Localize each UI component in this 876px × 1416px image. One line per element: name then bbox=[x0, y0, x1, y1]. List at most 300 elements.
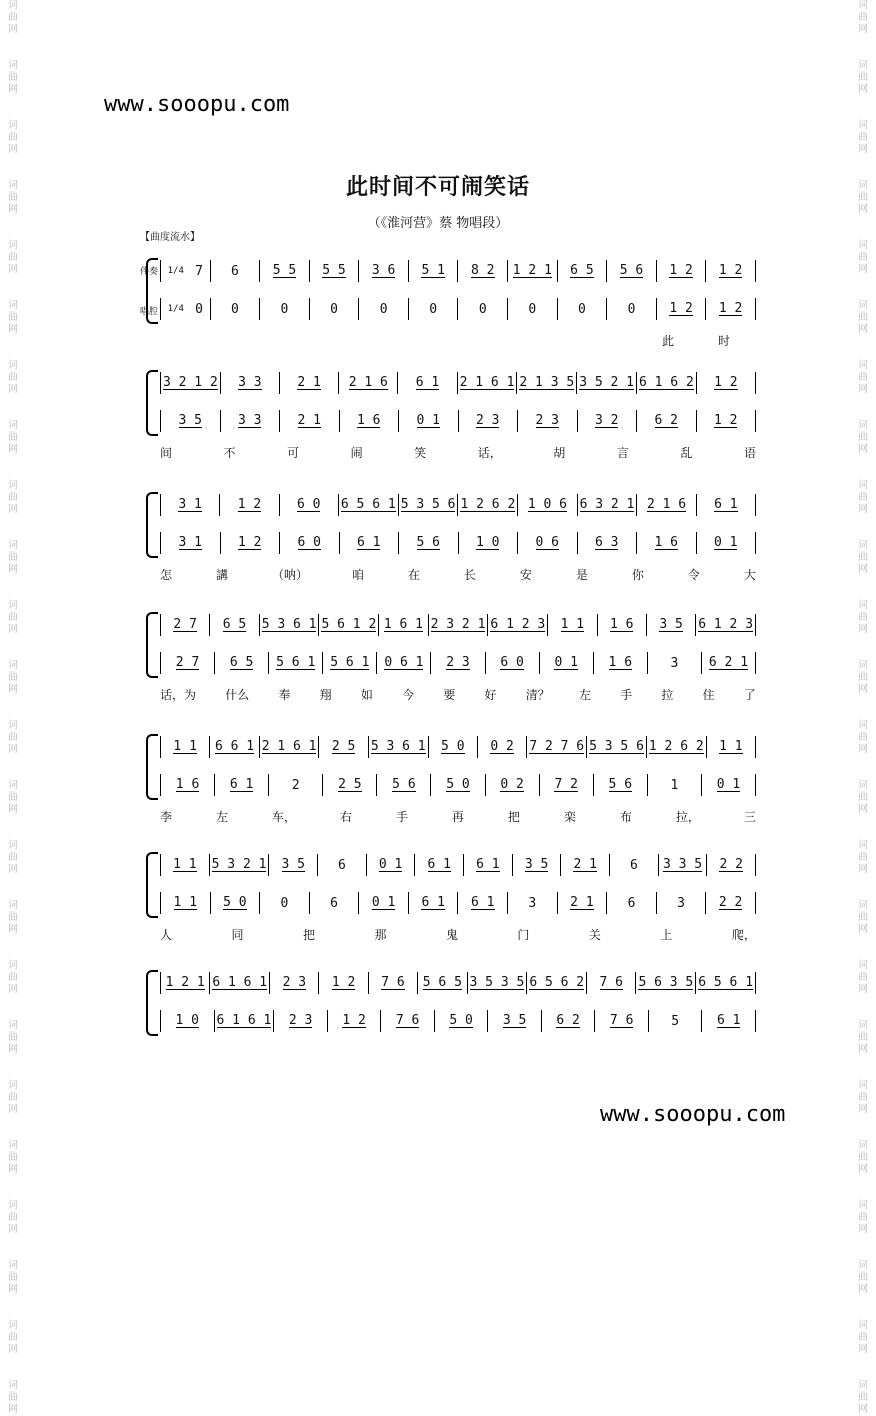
note-group: 5 3 5 6 bbox=[400, 497, 456, 512]
note-group: 3 3 bbox=[238, 375, 262, 390]
note-group: 6 5 6 1 bbox=[698, 975, 754, 990]
measure bbox=[607, 892, 657, 914]
measure bbox=[527, 972, 587, 994]
lyric-word: 清？ bbox=[525, 688, 550, 702]
measure bbox=[280, 372, 339, 394]
side-watermark-text: 词 曲 网 bbox=[858, 720, 868, 755]
measure bbox=[706, 892, 756, 914]
note-group: 6 6 1 bbox=[214, 739, 255, 754]
note-group: 1 6 bbox=[175, 777, 200, 792]
system-brace bbox=[146, 612, 158, 678]
note-group: 1 2 bbox=[669, 301, 693, 316]
note-group: 6 1 6 1 bbox=[212, 975, 268, 990]
measure bbox=[160, 1010, 215, 1032]
measure bbox=[488, 614, 548, 636]
note-group: 0 1 bbox=[371, 895, 396, 910]
measure bbox=[319, 972, 368, 994]
measure bbox=[707, 854, 756, 876]
side-watermark-text: 词 曲 网 bbox=[858, 360, 868, 395]
note-group: 0 bbox=[330, 301, 338, 317]
note-group: 2 2 bbox=[718, 895, 743, 910]
note-group: 0 bbox=[429, 301, 438, 317]
note-group: 2 7 bbox=[173, 617, 197, 632]
voice-staff bbox=[160, 1010, 756, 1032]
measure bbox=[381, 1010, 435, 1032]
measure bbox=[542, 1010, 596, 1032]
lyrics-line bbox=[160, 926, 756, 944]
note-group: 1 2 bbox=[331, 975, 356, 990]
measure bbox=[598, 614, 647, 636]
tempo-mark: 【曲度流水】 bbox=[140, 232, 200, 243]
measure bbox=[558, 298, 608, 320]
note-group: 5 bbox=[671, 1013, 680, 1029]
note-group: 0 bbox=[280, 895, 289, 911]
note-group: 1 1 bbox=[173, 895, 198, 910]
side-watermark-text: 词 曲 网 bbox=[858, 1260, 868, 1295]
note-group: 0 2 bbox=[490, 739, 514, 754]
measure bbox=[594, 652, 648, 674]
measure bbox=[160, 260, 211, 282]
measure bbox=[319, 736, 368, 758]
measure bbox=[215, 652, 269, 674]
note-group: 2 5 bbox=[338, 777, 362, 792]
lyric-word: 在 bbox=[407, 568, 420, 582]
lyric-word: 关 bbox=[588, 928, 601, 942]
lyric-word: 时 bbox=[717, 334, 730, 348]
measure bbox=[260, 260, 310, 282]
accompaniment-staff bbox=[160, 260, 756, 282]
note-group: 2 1 bbox=[570, 895, 594, 910]
note-group: 3 5 3 5 bbox=[469, 975, 525, 990]
lyric-word: 大 bbox=[743, 568, 756, 582]
note-group: 8 2 bbox=[471, 263, 495, 278]
lyric-word: 拉 bbox=[661, 688, 674, 702]
lyric-word: （呐） bbox=[271, 568, 308, 582]
note-group: 1 6 bbox=[357, 413, 381, 428]
measure bbox=[657, 298, 707, 320]
lyric-word: 同 bbox=[231, 928, 244, 942]
note-group: 0 bbox=[627, 301, 636, 317]
measure bbox=[415, 854, 464, 876]
measure bbox=[377, 652, 431, 674]
measure bbox=[459, 532, 519, 554]
lyric-word: 栾 bbox=[563, 810, 576, 824]
note-group: 5 6 bbox=[392, 777, 416, 792]
note-group: 1 2 bbox=[669, 263, 693, 278]
measure bbox=[160, 494, 220, 516]
side-watermark-text: 词 曲 网 bbox=[8, 540, 18, 575]
side-watermark-text: 词 曲 网 bbox=[8, 300, 18, 335]
note-group: 5 6 1 2 bbox=[321, 617, 377, 632]
lyric-word: 语 bbox=[743, 446, 756, 460]
note-group: 1 6 bbox=[654, 535, 678, 550]
note-group: 1 6 1 bbox=[383, 617, 424, 632]
measure bbox=[637, 494, 696, 516]
side-watermark-text: 词 曲 网 bbox=[8, 840, 18, 875]
measure bbox=[435, 1010, 489, 1032]
note-group: 2 1 6 bbox=[348, 375, 388, 390]
side-watermark-text: 词 曲 网 bbox=[8, 900, 18, 935]
measure bbox=[548, 614, 597, 636]
accompaniment-staff bbox=[160, 614, 756, 636]
note-group: 0 2 bbox=[500, 777, 524, 792]
measure bbox=[486, 652, 540, 674]
note-group: 6 5 6 2 bbox=[529, 975, 585, 990]
measure bbox=[210, 972, 270, 994]
measure bbox=[468, 972, 528, 994]
lyric-word: 上 bbox=[660, 928, 673, 942]
side-watermark-text: 词 曲 网 bbox=[858, 0, 868, 35]
note-group: 3 bbox=[670, 655, 679, 671]
lyric-word: 不 bbox=[223, 446, 236, 460]
lyric-word: 是 bbox=[575, 568, 588, 582]
measure bbox=[220, 494, 279, 516]
measure bbox=[260, 736, 320, 758]
side-watermark-text: 词 曲 网 bbox=[858, 1140, 868, 1175]
note-group: 5 3 5 6 bbox=[589, 739, 644, 754]
note-group: 1 2 bbox=[342, 1013, 366, 1028]
note-group: 2 2 bbox=[719, 857, 743, 872]
side-watermark-text: 词 曲 网 bbox=[8, 960, 18, 995]
score-system bbox=[146, 966, 756, 1066]
measure bbox=[340, 532, 400, 554]
note-group: 3 1 bbox=[178, 535, 202, 550]
side-watermark-text: 词 曲 网 bbox=[858, 1080, 868, 1115]
note-group: 6 1 bbox=[427, 857, 451, 872]
measure bbox=[595, 1010, 649, 1032]
measure bbox=[369, 736, 429, 758]
side-watermark-text: 词 曲 网 bbox=[858, 780, 868, 815]
note-group: 2 3 bbox=[535, 413, 559, 428]
measure bbox=[211, 892, 261, 914]
measure bbox=[310, 260, 360, 282]
note-group: 6 2 1 bbox=[708, 655, 749, 670]
note-group: 5 6 bbox=[619, 263, 644, 278]
lyric-word: 鬼 bbox=[445, 928, 458, 942]
measure bbox=[697, 410, 757, 432]
note-group: 0 1 bbox=[416, 413, 440, 428]
note-group: 2 3 bbox=[282, 975, 307, 990]
side-watermark-text: 词 曲 网 bbox=[858, 900, 868, 935]
lyric-word: 今 bbox=[402, 688, 415, 702]
lyric-word: 左 bbox=[578, 688, 591, 702]
lyric-word: 间 bbox=[160, 446, 173, 460]
side-watermark-text: 词 曲 网 bbox=[8, 1020, 18, 1055]
note-group: 5 3 6 1 bbox=[370, 739, 426, 754]
side-watermark-text: 词 曲 网 bbox=[858, 1020, 868, 1055]
note-group: 0 1 bbox=[714, 535, 738, 550]
measure bbox=[429, 736, 478, 758]
measure bbox=[518, 532, 578, 554]
note-group: 1 1 bbox=[560, 617, 585, 632]
measure bbox=[221, 532, 281, 554]
note-group: 5 6 3 5 bbox=[638, 975, 694, 990]
measure bbox=[607, 298, 657, 320]
measure bbox=[607, 260, 657, 282]
note-group: 3 5 bbox=[281, 857, 306, 872]
lyric-word: 好 bbox=[484, 688, 497, 702]
measure bbox=[587, 972, 636, 994]
side-watermark-text: 词 曲 网 bbox=[858, 180, 868, 215]
lyric-word: 胡 bbox=[553, 446, 566, 460]
measure bbox=[210, 854, 270, 876]
measure bbox=[310, 298, 360, 320]
note-group: 0 6 bbox=[535, 535, 559, 550]
lyric-word: 那 bbox=[374, 928, 387, 942]
measure bbox=[367, 854, 416, 876]
side-watermark-text: 词 曲 网 bbox=[8, 1080, 18, 1115]
measure bbox=[160, 736, 210, 758]
note-group: 0 bbox=[528, 301, 537, 317]
score-system bbox=[146, 366, 756, 466]
note-group: 6 3 bbox=[595, 535, 619, 550]
note-group: 2 7 bbox=[175, 655, 200, 670]
note-group: 6 1 6 2 bbox=[639, 375, 694, 390]
measure bbox=[215, 1010, 275, 1032]
side-watermark-text: 词 曲 网 bbox=[8, 120, 18, 155]
side-watermark-text: 词 曲 网 bbox=[8, 240, 18, 275]
lyric-word: 了 bbox=[743, 688, 756, 702]
measure bbox=[409, 298, 459, 320]
note-group: 1 2 bbox=[238, 535, 262, 550]
measure bbox=[310, 892, 360, 914]
measure bbox=[399, 494, 459, 516]
measure bbox=[508, 260, 558, 282]
note-group: 5 6 bbox=[608, 777, 633, 792]
measure bbox=[215, 774, 269, 796]
note-group: 7 6 bbox=[609, 1013, 634, 1028]
note-group: 6 bbox=[629, 857, 638, 873]
lyric-word: 门 bbox=[517, 928, 530, 942]
note-group: 3 5 2 1 bbox=[579, 375, 634, 390]
measure bbox=[269, 774, 323, 796]
measure bbox=[558, 892, 608, 914]
measure bbox=[429, 614, 489, 636]
lyric-word: 人 bbox=[160, 928, 173, 942]
side-watermark-text: 词 曲 网 bbox=[8, 1320, 18, 1355]
note-group: 5 0 bbox=[446, 777, 470, 792]
lyric-word: 咱 bbox=[351, 568, 364, 582]
note-group: 3 1 bbox=[178, 497, 202, 512]
measure bbox=[377, 774, 431, 796]
lyric-word: 要 bbox=[443, 688, 456, 702]
note-group: 6 0 bbox=[500, 655, 524, 670]
side-watermark-text: 词 曲 网 bbox=[858, 60, 868, 95]
note-group: 1 2 6 2 bbox=[648, 739, 704, 754]
lyrics-line bbox=[160, 808, 756, 826]
voice-staff bbox=[160, 652, 756, 674]
lyric-word: 令 bbox=[687, 568, 700, 582]
measure bbox=[458, 372, 518, 394]
note-group: 6 1 2 3 bbox=[490, 617, 546, 632]
measure bbox=[260, 298, 310, 320]
measure bbox=[270, 972, 319, 994]
side-watermark-text: 词 曲 网 bbox=[8, 1380, 18, 1415]
measure bbox=[657, 260, 707, 282]
note-group: 0 1 bbox=[716, 777, 741, 792]
measure bbox=[594, 774, 648, 796]
measure bbox=[540, 652, 594, 674]
measure bbox=[160, 410, 221, 432]
note-group: 6 bbox=[338, 857, 346, 873]
note-group: 2 1 6 bbox=[646, 497, 687, 512]
accompaniment-staff bbox=[160, 736, 756, 758]
song-title: 此时间不可闹笑话 bbox=[345, 175, 530, 200]
measure bbox=[488, 1010, 542, 1032]
note-group: 1 0 6 bbox=[527, 497, 567, 512]
measure bbox=[160, 532, 221, 554]
measure bbox=[577, 372, 637, 394]
side-watermark-text: 词 曲 网 bbox=[8, 420, 18, 455]
note-group: 5 3 6 1 bbox=[261, 617, 317, 632]
note-group: 7 6 bbox=[381, 975, 405, 990]
measure bbox=[398, 372, 457, 394]
note-group: 5 3 2 1 bbox=[211, 857, 267, 872]
website-url-bottom: www.sooopu.com bbox=[600, 1102, 786, 1127]
lyric-word: 话，为 bbox=[160, 688, 197, 702]
note-group: 6 3 2 1 bbox=[579, 497, 635, 512]
note-group: 3 3 bbox=[238, 413, 262, 428]
system-brace bbox=[146, 852, 158, 918]
measure bbox=[517, 372, 577, 394]
side-watermark-text: 词 曲 网 bbox=[858, 240, 868, 275]
side-watermark-text: 词 曲 网 bbox=[8, 360, 18, 395]
note-group: 1 2 1 bbox=[512, 263, 552, 278]
note-group: 2 3 bbox=[446, 655, 470, 670]
measure bbox=[160, 774, 215, 796]
side-watermark-text: 词 曲 网 bbox=[858, 960, 868, 995]
side-watermark-text: 词 曲 网 bbox=[8, 660, 18, 695]
score-system bbox=[146, 488, 756, 588]
note-group: 5 5 bbox=[272, 263, 297, 278]
note-group: 2 bbox=[291, 777, 300, 793]
time-signature: 1/4 bbox=[167, 265, 184, 276]
system-brace bbox=[146, 370, 158, 436]
note-group: 3 5 bbox=[524, 857, 549, 872]
measure bbox=[697, 372, 756, 394]
note-group: 6 bbox=[330, 895, 338, 911]
side-watermark-text: 词 曲 网 bbox=[8, 1140, 18, 1175]
note-group: 6 5 bbox=[570, 263, 594, 278]
lyric-word: 爬， bbox=[731, 928, 756, 942]
measure bbox=[269, 652, 323, 674]
note-group: 2 3 bbox=[476, 413, 500, 428]
measure bbox=[702, 652, 756, 674]
measure bbox=[280, 532, 340, 554]
measure bbox=[696, 972, 756, 994]
side-watermark-text: 词 曲 网 bbox=[8, 180, 18, 215]
measure bbox=[160, 614, 210, 636]
measure bbox=[160, 892, 211, 914]
system-brace bbox=[146, 258, 158, 324]
note-group: 1 1 bbox=[719, 739, 743, 754]
note-group: 0 1 bbox=[378, 857, 403, 872]
note-group: 7 2 bbox=[554, 777, 578, 792]
measure bbox=[409, 892, 459, 914]
measure bbox=[160, 652, 215, 674]
measure bbox=[648, 774, 702, 796]
voice-staff bbox=[160, 410, 756, 432]
measure bbox=[160, 854, 210, 876]
side-watermark-text: 词 曲 网 bbox=[8, 1260, 18, 1295]
lyric-word: 长 bbox=[463, 568, 476, 582]
score-system bbox=[146, 730, 756, 830]
measure bbox=[659, 854, 708, 876]
measure bbox=[160, 298, 211, 320]
measure bbox=[702, 774, 756, 796]
score-system bbox=[146, 848, 756, 948]
measure bbox=[578, 410, 638, 432]
note-group: 0 1 bbox=[554, 655, 578, 670]
measure bbox=[221, 410, 281, 432]
lyric-word: 三 bbox=[743, 810, 756, 824]
note-group: 5 6 5 bbox=[422, 975, 462, 990]
measure bbox=[649, 1010, 703, 1032]
lyric-word: 手 bbox=[395, 810, 408, 824]
note-group: 2 5 bbox=[331, 739, 356, 754]
measure bbox=[431, 774, 485, 796]
lyric-word: 住 bbox=[702, 688, 715, 702]
measure bbox=[339, 494, 399, 516]
lyric-word: 安 bbox=[519, 568, 532, 582]
note-group: 6 1 6 1 bbox=[216, 1013, 272, 1028]
measure bbox=[508, 298, 558, 320]
note-group: 1 2 bbox=[714, 413, 738, 428]
side-watermark-text: 词 曲 网 bbox=[8, 60, 18, 95]
lyric-word: 把 bbox=[507, 810, 520, 824]
measure bbox=[558, 260, 608, 282]
note-group: 5 5 bbox=[322, 263, 346, 278]
measure bbox=[540, 774, 594, 796]
note-group: 2 1 bbox=[297, 413, 321, 428]
voice-part-label: 唱腔 bbox=[140, 307, 159, 317]
score-system bbox=[146, 608, 756, 708]
lyric-word: 如 bbox=[360, 688, 373, 702]
side-watermark-text: 词 曲 网 bbox=[858, 300, 868, 335]
note-group: 3 3 5 bbox=[662, 857, 703, 872]
lyric-word: 车， bbox=[271, 810, 296, 824]
note-group: 5 1 bbox=[421, 263, 445, 278]
note-group: 6 0 bbox=[297, 535, 321, 550]
measure bbox=[280, 410, 340, 432]
measure bbox=[561, 854, 610, 876]
note-group: 2 1 bbox=[573, 857, 597, 872]
measure bbox=[508, 892, 558, 914]
measure bbox=[340, 410, 400, 432]
measure bbox=[323, 652, 377, 674]
measure bbox=[399, 532, 459, 554]
measure bbox=[458, 298, 508, 320]
lyric-word: 怎 bbox=[160, 568, 173, 582]
voice-staff bbox=[160, 298, 756, 320]
side-watermark-text: 词 曲 网 bbox=[8, 780, 18, 815]
measure bbox=[160, 372, 221, 394]
lyric-word: 左 bbox=[215, 810, 228, 824]
website-url-top: www.sooopu.com bbox=[104, 92, 290, 117]
lyric-word: 什么 bbox=[225, 688, 250, 702]
measure bbox=[702, 1010, 756, 1032]
note-group: 0 bbox=[230, 301, 239, 317]
accompaniment-staff bbox=[160, 372, 756, 394]
note-group: 3 6 bbox=[371, 263, 396, 278]
note-group: 1 0 bbox=[476, 535, 500, 550]
measure bbox=[409, 260, 459, 282]
accompaniment-staff bbox=[160, 972, 756, 994]
lyric-word: 可 bbox=[287, 446, 300, 460]
measure bbox=[221, 372, 280, 394]
measure bbox=[369, 972, 418, 994]
measure bbox=[359, 260, 409, 282]
